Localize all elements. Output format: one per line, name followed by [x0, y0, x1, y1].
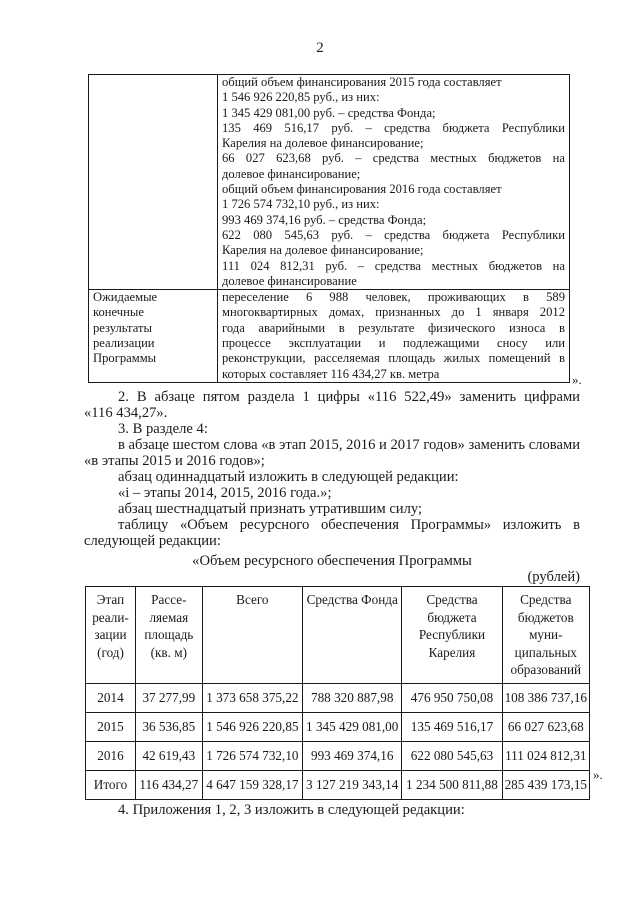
paragraph-3c: «i – этапы 2014, 2015, 2016 года.»;: [118, 485, 332, 501]
text-line: долевое финансирование;: [222, 166, 361, 181]
table-title: «Объем ресурсного обеспечения Программы: [192, 553, 472, 569]
table-row: [86, 684, 590, 713]
cell-year: Итого: [86, 771, 136, 800]
text-line: долевое финансирование: [222, 273, 357, 288]
cell-republic: 622 080 545,63: [402, 742, 502, 771]
paragraph-2-line-2: «116 434,27».: [84, 405, 168, 421]
paragraph-4: 4. Приложения 1, 2, 3 изложить в следующей редакции:: [118, 802, 465, 818]
cell-total: 1 546 926 220,85: [202, 713, 302, 742]
results-label-cell: [89, 290, 218, 383]
paragraph-3b: абзац одиннадцатый изложить в следующей редакции:: [118, 469, 459, 485]
cell-fund: 3 127 219 343,14: [303, 771, 402, 800]
paragraph-3: 3. В разделе 4:: [118, 421, 208, 437]
financing-text-cell: [218, 75, 570, 290]
text-line: процессе эксплуатации и подлежащими сносу или: [222, 336, 565, 351]
cell-republic: 1 234 500 811,88: [402, 771, 502, 800]
header-stage: Этап реали- зации (год): [86, 587, 136, 684]
text-line: 111 024 812,31 руб. – средства местных бюджетов на: [222, 258, 565, 273]
text-line: реконструкции, расселяемая площадь жилых помещений в: [222, 351, 565, 366]
cell-year: 2014: [86, 684, 136, 713]
results-row: [89, 290, 570, 383]
paragraph-3e-line-1: таблицу «Объем ресурсного обеспечения Программы» изложить в: [118, 517, 580, 533]
text-line: общий объем финансирования 2015 года составляет: [222, 75, 502, 89]
closing-quote-mark: ».: [572, 372, 582, 387]
table-row: [86, 742, 590, 771]
header-total: Всего: [202, 587, 302, 684]
cell-municipal: 285 439 173,15: [502, 771, 589, 800]
label-line: Ожидаемые: [93, 290, 158, 305]
header-fund: Средства Фонда: [303, 587, 402, 684]
cell-total: 1 726 574 732,10: [202, 742, 302, 771]
cell-total: 1 373 658 375,22: [202, 684, 302, 713]
cell-fund: 1 345 429 081,00: [303, 713, 402, 742]
paragraph-3e-line-2: следующей редакции:: [84, 533, 221, 549]
paragraph-3a-line-1: в абзаце шестом слова «в этап 2015, 2016 и 2017 годов» заменить словами: [118, 437, 580, 453]
cell-municipal: 108 386 737,16: [502, 684, 589, 713]
results-text-cell: [218, 290, 570, 383]
cell-year: 2016: [86, 742, 136, 771]
empty-label-cell: [89, 75, 218, 290]
text-line: многоквартирных домах, признанных до 1 января 2012: [222, 305, 565, 320]
cell-fund: 788 320 887,98: [303, 684, 402, 713]
cell-republic: 476 950 750,08: [402, 684, 502, 713]
text-line: Карелия на долевое финансирование;: [222, 243, 424, 258]
label-line: реализации: [93, 336, 155, 351]
header-area: Рассе- ляемая площадь (кв. м): [135, 587, 202, 684]
cell-area: 37 277,99: [135, 684, 202, 713]
label-line: конечные: [93, 305, 144, 320]
cell-area: 42 619,43: [135, 742, 202, 771]
cell-fund: 993 469 374,16: [303, 742, 402, 771]
text-line: переселение 6 988 человек, проживающих в 589: [222, 290, 565, 305]
cell-year: 2015: [86, 713, 136, 742]
text-line: 1 726 574 732,10 руб., из них:: [222, 197, 380, 212]
text-line: общий объем финансирования 2016 года составляет: [222, 182, 502, 197]
text-line: 1 345 429 081,00 руб. – средства Фонда;: [222, 105, 436, 120]
header-republic-budget: Средства бюджета Республики Карелия: [402, 587, 502, 684]
resource-table-header: [86, 587, 590, 684]
paragraph-3d: абзац шестнадцатый признать утратившим силу;: [118, 501, 423, 517]
header-municipal-budgets: Средства бюджетов муни- ципальных образований: [502, 587, 589, 684]
table-row-total: [86, 771, 590, 800]
resource-table: [85, 586, 590, 800]
table-row: [86, 713, 590, 742]
text-line: 622 080 545,63 руб. – средства бюджета Республики: [222, 227, 565, 242]
cell-republic: 135 469 516,17: [402, 713, 502, 742]
program-passport-table: [88, 74, 570, 383]
label-line: Программы: [93, 351, 157, 366]
cell-area: 116 434,27: [135, 771, 202, 800]
cell-total: 4 647 159 328,17: [202, 771, 302, 800]
cell-area: 36 536,85: [135, 713, 202, 742]
text-line: 1 546 926 220,85 руб., из них:: [222, 90, 380, 105]
cell-municipal: 111 024 812,31: [502, 742, 589, 771]
closing-quote-mark: ».: [593, 767, 603, 782]
text-line: 135 469 516,17 руб. – средства бюджета Республики: [222, 120, 565, 135]
text-line: которых составляет 116 434,27 кв. метра: [222, 366, 440, 381]
text-line: 66 027 623,68 руб. – средства местных бюджетов на: [222, 151, 565, 166]
financing-row: [89, 75, 570, 290]
label-line: результаты: [93, 320, 152, 335]
text-line: года аварийными в результате физического износа в: [222, 320, 565, 335]
text-line: Карелия на долевое финансирование;: [222, 136, 424, 151]
page-number: 2: [316, 40, 324, 56]
table-units: (рублей): [527, 569, 580, 585]
paragraph-3a-line-2: «в этапы 2015 и 2016 годов»;: [84, 453, 265, 469]
cell-municipal: 66 027 623,68: [502, 713, 589, 742]
paragraph-2-line-1: 2. В абзаце пятом раздела 1 цифры «116 522,49» заменить цифрами: [118, 389, 580, 405]
text-line: 993 469 374,16 руб. – средства Фонда;: [222, 212, 427, 227]
